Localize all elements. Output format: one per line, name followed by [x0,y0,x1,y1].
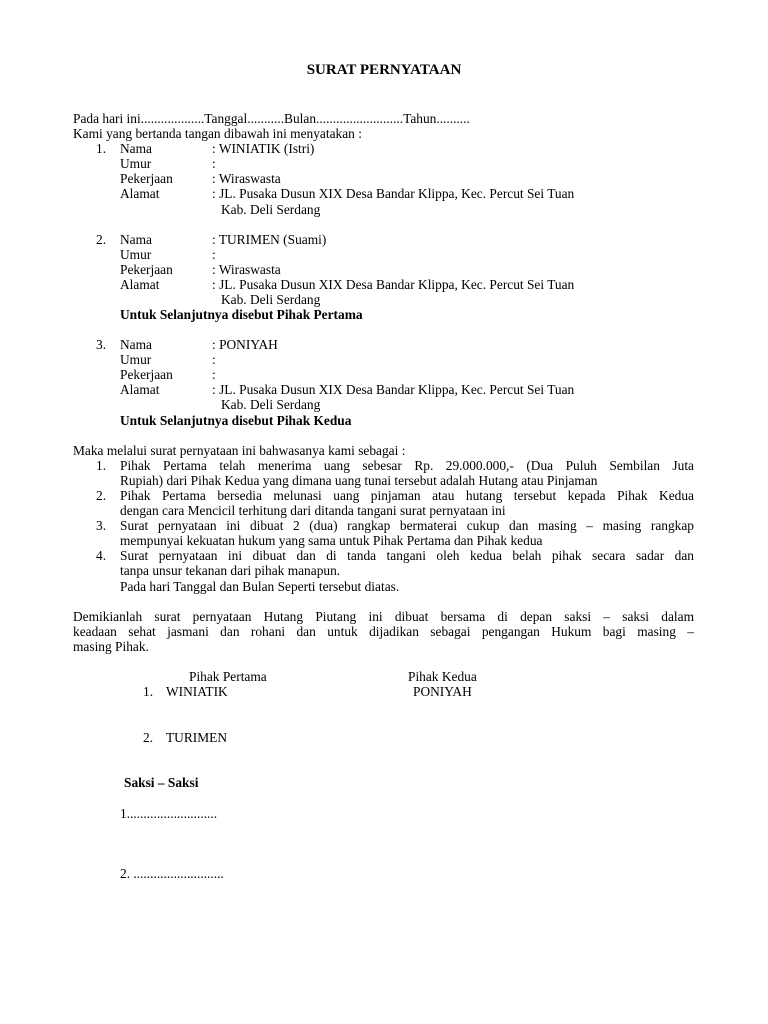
party-designation: Untuk Selanjutnya disebut Pihak Kedua [120,413,352,428]
point-text-cont: Pada hari Tanggal dan Bulan Seperti tersebut diatas. [120,579,400,594]
signature-number: 2. [143,730,154,745]
point-text: Pihak Pertama telah menerima uang sebesar Rp. 29.000.000,- (Dua Puluh Sembilan Juta [120,458,694,473]
label-umur: Umur [120,247,152,262]
closing-text: Demikianlah surat pernyataan Hutang Piutang ini dibuat bersama di depan saksi – saksi dalam [73,609,694,624]
point-number: 2. [96,488,107,503]
label-nama: Nama [120,232,152,247]
signatory-name: TURIMEN [166,730,227,745]
intro-statement-line: Kami yang bertanda tangan dibawah ini menyatakan : [73,126,362,141]
point-text-cont: tanpa unsur tekanan dari pihak manapun. [120,563,341,578]
party-address-cont: Kab. Deli Serdang [221,397,321,412]
party-address-cont: Kab. Deli Serdang [221,202,321,217]
party-number: 3. [96,337,107,352]
label-umur: Umur [120,352,152,367]
party-address: : JL. Pusaka Dusun XIX Desa Bandar Klippa, Kec. Percut Sei Tuan [212,186,575,201]
party-name: : PONIYAH [212,337,278,352]
statement-intro: Maka melalui surat pernyataan ini bahwasanya kami sebagai : [73,443,406,458]
label-pekerjaan: Pekerjaan [120,171,173,186]
label-pekerjaan: Pekerjaan [120,262,173,277]
signature-number: 1. [143,684,154,699]
party-occupation: : Wiraswasta [212,262,281,277]
point-text-cont: dengan cara Mencicil terhitung dari ditanda tangani surat pernyataan ini [120,503,506,518]
party-occupation: : Wiraswasta [212,171,281,186]
closing-text: masing Pihak. [73,639,149,654]
label-nama: Nama [120,141,152,156]
party-number: 1. [96,141,107,156]
label-alamat: Alamat [120,186,160,201]
witness-line: 1........................... [120,806,218,821]
point-number: 3. [96,518,107,533]
party-name: : WINIATIK (Istri) [212,141,315,156]
intro-date-line: Pada hari ini...................Tanggal...........Bulan..........................Tahun.......... [73,111,470,126]
label-alamat: Alamat [120,382,160,397]
point-number: 4. [96,548,107,563]
signatory-name: PONIYAH [413,684,472,699]
witness-heading: Saksi – Saksi [124,775,199,790]
party-age: : [212,156,216,171]
closing-text: keadaan sehat jasmani dan rohani dan untuk dijadikan sebagai pengangan Hukum bagi masing – [73,624,694,639]
party-age: : [212,247,216,262]
label-alamat: Alamat [120,277,160,292]
label-nama: Nama [120,337,152,352]
party-age: : [212,352,216,367]
document-title: SURAT PERNYATAAN [306,62,462,78]
point-text-cont: mempunyai kekuatan hukum yang sama untuk Pihak Pertama dan Pihak kedua [120,533,543,548]
party-name: : TURIMEN (Suami) [212,232,327,247]
party-occupation: : [212,367,216,382]
party-address: : JL. Pusaka Dusun XIX Desa Bandar Klippa, Kec. Percut Sei Tuan [212,277,575,292]
party-number: 2. [96,232,107,247]
point-number: 1. [96,458,107,473]
label-pekerjaan: Pekerjaan [120,367,173,382]
point-text: Pihak Pertama bersedia melunasi uang pinjaman atau hutang tersebut kepada Pihak Kedua [120,488,694,503]
signatory-name: WINIATIK [166,684,228,699]
party-address: : JL. Pusaka Dusun XIX Desa Bandar Klippa, Kec. Percut Sei Tuan [212,382,575,397]
point-text: Surat pernyataan ini dibuat dan di tanda tangani oleh kedua belah pihak secara sadar dan [120,548,694,563]
party-designation: Untuk Selanjutnya disebut Pihak Pertama [120,307,363,322]
label-umur: Umur [120,156,152,171]
signature-heading-first: Pihak Pertama [189,669,267,684]
point-text: Surat pernyataan ini dibuat 2 (dua) rangkap bermaterai cukup dan masing – masing rangkap [120,518,694,533]
signature-heading-second: Pihak Kedua [408,669,477,684]
point-text-cont: Rupiah) dari Pihak Kedua yang dimana uang tunai tersebut adalah Hutang atau Pinjaman [120,473,598,488]
party-address-cont: Kab. Deli Serdang [221,292,321,307]
witness-line: 2. ........................... [120,866,224,881]
